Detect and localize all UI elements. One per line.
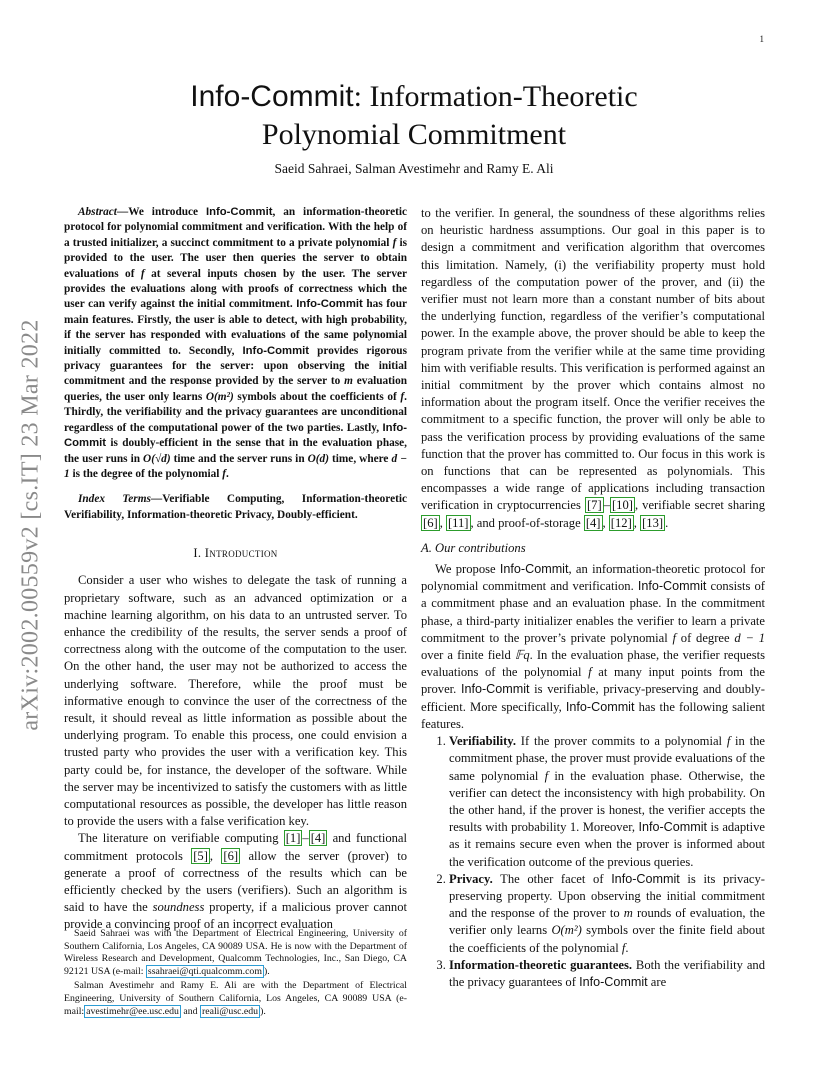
right-column bbox=[421, 205, 765, 991]
system-name: Info-Commit bbox=[242, 344, 310, 357]
math-osqrtd: O(√d) bbox=[143, 452, 171, 465]
abstract-text: is doubly-efficient in the sense that in the evaluation phase, the user runs in bbox=[64, 437, 407, 465]
system-name: Info-Commit bbox=[611, 871, 680, 886]
intro-paragraph-2 bbox=[64, 830, 407, 933]
body-text: allow the server (prover) to generate a proof of correctness of the results which can be efficiently checked by the users (verifiers). Such an algorithm is said to have the bbox=[64, 848, 407, 915]
abstract-text: , an information-theoretic protocol for polynomial commitment and verification. With the help of a trusted initializer, a succinct commitment to a private polynomial bbox=[64, 206, 407, 249]
citation-link[interactable]: [6] bbox=[223, 848, 239, 863]
feature-information-theoretic bbox=[449, 957, 765, 991]
citation-link[interactable]: [11] bbox=[447, 515, 469, 530]
abstract-text: is provided to the user. The user then queries the server to obtain evaluations of bbox=[64, 236, 407, 280]
body-text: over a finite field bbox=[421, 648, 515, 663]
abstract-text: . Thirdly, the verifiability and the privacy guarantees are unconditional regardless of the computational power of the two parties. Lastly, bbox=[64, 390, 407, 434]
section-heading-introduction bbox=[64, 545, 407, 562]
abstract bbox=[64, 205, 407, 482]
math-f: f bbox=[392, 236, 397, 249]
abstract-text: evaluation queries, the user only learns bbox=[64, 375, 407, 403]
author-list: Saeid Sahraei, Salman Avestimehr and Ramy E. Ali bbox=[274, 161, 554, 176]
left-column bbox=[64, 205, 407, 934]
body-text: and functional commitment protocols bbox=[64, 831, 407, 863]
email-link[interactable]: reali@usc.edu bbox=[202, 1005, 259, 1017]
body-text: consists of a commitment phase and an evaluation phase. In the commitment phase, a third-party initializer enables the verifier to learn a private commitment to the prover’s private polynomial bbox=[421, 579, 765, 645]
math-f: f bbox=[726, 734, 731, 749]
footnote-text: ). bbox=[263, 965, 270, 977]
math-m: m bbox=[623, 906, 633, 921]
body-text: , bbox=[633, 515, 641, 530]
section-title: Introduction bbox=[204, 546, 278, 561]
system-name: Info-Commit bbox=[637, 579, 707, 594]
body-text: – bbox=[603, 498, 610, 513]
body-text: property, if a malicious prover cannot provide a convincing proof of an incorrect evaluation bbox=[64, 900, 407, 932]
index-terms-text: —Verifiable Computing, Information-theoretic Verifiability, Information-theoretic Privacy, Doubly-efficient. bbox=[64, 493, 408, 521]
feature-title: Privacy. bbox=[449, 871, 493, 886]
abstract-text: time, where bbox=[328, 452, 392, 465]
body-text: , and proof-of-storage bbox=[470, 515, 584, 530]
body-text: – bbox=[302, 831, 309, 846]
abstract-text: time and the server runs in bbox=[170, 452, 308, 465]
system-name: Info-Commit bbox=[579, 974, 648, 989]
math-m: m bbox=[344, 375, 353, 388]
math-f: f bbox=[672, 630, 677, 645]
section-number: I. bbox=[193, 546, 205, 561]
body-text: , bbox=[439, 515, 446, 530]
body-text: is adaptive as it remains secure even when the prover is informed about the verification outcome of the previous queries. bbox=[449, 820, 765, 869]
math-f: f bbox=[621, 940, 626, 955]
abstract-label: Abstract bbox=[78, 206, 117, 218]
feature-list bbox=[421, 733, 765, 991]
body-text: symbols over the finite field about the coefficients of the polynomial bbox=[449, 923, 765, 955]
abstract-text: symbols about the coefficients of bbox=[233, 390, 401, 403]
email-link[interactable]: ssahraei@qti.qualcomm.com bbox=[147, 965, 262, 977]
body-text: The literature on verifiable computing bbox=[78, 831, 284, 846]
body-text: . In the evaluation phase, the verifier requests evaluations of the polynomial bbox=[421, 648, 765, 680]
abstract-text: . bbox=[226, 467, 229, 480]
body-text: , bbox=[209, 848, 222, 863]
contributions-paragraph bbox=[421, 561, 765, 733]
body-text: , an information-theoretic protocol for polynomial commitment and verification. bbox=[421, 562, 765, 594]
math-od: O(d) bbox=[307, 452, 329, 465]
citation-link[interactable]: [4] bbox=[585, 515, 601, 530]
math-om2: O(m²) bbox=[551, 923, 582, 938]
emphasis-soundness: soundness bbox=[152, 900, 205, 915]
feature-title: Information-theoretic guarantees. bbox=[449, 957, 633, 972]
math-f: f bbox=[588, 665, 592, 680]
right-paragraph-1 bbox=[421, 205, 765, 532]
math-Fq: 𝔽q bbox=[514, 648, 530, 663]
citation-link[interactable]: [5] bbox=[193, 848, 208, 863]
body-text: If the prover commits to a polynomial bbox=[516, 734, 727, 749]
body-text: in the evaluation phase. Otherwise, the verifier can detect the inconsistency with high probability. On the other hand, if the prover is honest, the verifier accepts the results with probability 1. Moreover, bbox=[449, 768, 765, 835]
footnote bbox=[64, 928, 407, 1018]
system-name: Info-Commit bbox=[205, 206, 273, 218]
system-name: Info-Commit bbox=[565, 699, 635, 714]
title-line2: Polynomial Commitment bbox=[261, 118, 567, 151]
feature-verifiability bbox=[449, 733, 765, 871]
body-text: of degree bbox=[676, 630, 735, 645]
abstract-text: provides rigorous privacy guarantees for the server: upon observing the initial commitment and the response provided by the server to bbox=[64, 344, 407, 388]
arxiv-stamp bbox=[8, 295, 53, 755]
body-text: has the following salient features. bbox=[421, 699, 766, 731]
abstract-text: at several inputs chosen by the user. The server provides the evaluations along with proofs of correctness which the user can verify against the initial commitment. bbox=[64, 267, 407, 311]
footnote-text: Salman Avestimehr and Ramy E. Ali are with the Department of Electrical Engineering, University of Southern California, Los Angeles, CA 90089 USA (e-mail: bbox=[64, 980, 407, 1017]
citation-link[interactable]: [7] bbox=[586, 498, 602, 513]
body-text: Both the verifiability and the privacy guarantees of bbox=[449, 957, 766, 989]
footnote-text: ). bbox=[260, 1005, 266, 1017]
citation-link[interactable]: [12] bbox=[610, 515, 632, 530]
intro-paragraph-1: Consider a user who wishes to delegate the task of running a proprietary software, such as an advanced optimization or a machine learning algorithm, on his data to an untrusted server. To enhance the credibility of the results, the server sends a proof of correctness along with the outcome of the computation to the user. On the other hand, the user may not be authorized to access the underlying software. Therefore, while the proof must be informative enough to convince the user of the correctness of the result, it should reveal as little information as possible about the underlying program. To enable this process, one could envision a trusted party who provides the user with a verification key. This party could be, for instance, the developer of the software. While the server may be incentivized to satisfy the customers with as little computational resources as possible, the developer has little reason to provide the users with a false verification key. bbox=[64, 573, 407, 829]
title-system-name: Info-Commit bbox=[190, 80, 354, 113]
math-dminus1: d − 1 bbox=[734, 630, 766, 645]
math-dminus1: d − 1 bbox=[64, 452, 407, 480]
system-name: Info-Commit bbox=[638, 820, 708, 835]
citation-link[interactable]: [4] bbox=[310, 831, 326, 846]
paper-title bbox=[60, 78, 768, 154]
system-name: Info-Commit bbox=[296, 298, 363, 311]
footnote-affiliation-1 bbox=[64, 928, 407, 978]
body-text: , verifiable secret sharing bbox=[634, 498, 766, 513]
feature-privacy bbox=[449, 871, 765, 957]
body-text: rounds of evaluation, the verifier only learns bbox=[449, 906, 765, 938]
math-f: f bbox=[400, 390, 405, 403]
body-text: in the commitment phase, the prover must provide evaluations of the same polynomial bbox=[449, 734, 765, 783]
abstract-text: —We introduce bbox=[116, 206, 206, 218]
citation-link[interactable]: [6] bbox=[423, 515, 438, 530]
email-link[interactable]: avestimehr@ee.usc.edu bbox=[86, 1005, 179, 1017]
footnote-text: and bbox=[180, 1005, 200, 1017]
subsection-heading: A. Our contributions bbox=[421, 540, 526, 555]
index-terms bbox=[64, 492, 407, 523]
body-text: . bbox=[665, 515, 669, 530]
body-text: is its privacy-preserving property. Upon observing the initial commitment and the response of the prover to bbox=[449, 871, 765, 921]
feature-title: Verifiability. bbox=[449, 734, 517, 749]
index-terms-label: Index Terms bbox=[78, 493, 151, 506]
body-text: are bbox=[647, 974, 667, 989]
citation-link[interactable]: [10] bbox=[611, 498, 633, 513]
math-f: f bbox=[544, 768, 549, 783]
math-om2: O(m²) bbox=[205, 390, 234, 403]
arxiv-stamp-text: arXiv:2002.00559v2 [cs.IT] 23 Mar 2022 bbox=[17, 319, 43, 731]
footnote-text: Saeid Sahraei was with the Department of Electrical Engineering, University of Southern California, Los Angeles, CA 90089 USA. He is now with the Department of Wireless Research and Development, Qualcomm Technologies, Inc., San Diego, CA 92121 USA (e-mail: bbox=[64, 928, 407, 977]
math-f: f bbox=[140, 267, 145, 280]
abstract-text: has four main features. Firstly, the user is able to detect, with high probability, if the server has responded with evaluations of the same polynomial initially committed to. Secondly, bbox=[64, 298, 408, 357]
page-number: 1 bbox=[759, 34, 764, 44]
body-text: , bbox=[602, 515, 609, 530]
citation-link[interactable]: [13] bbox=[642, 515, 664, 530]
body-text: We propose bbox=[435, 562, 500, 577]
body-text: . bbox=[625, 940, 629, 955]
title-line1: : Information-Theoretic bbox=[353, 80, 638, 113]
system-name: Info-Commit bbox=[499, 562, 569, 577]
body-text: The other facet of bbox=[492, 871, 612, 886]
body-text: is verifiable, privacy-preserving and doubly-efficient. More specifically, bbox=[421, 682, 765, 714]
system-name: Info-Commit bbox=[64, 421, 407, 450]
abstract-text: is the degree of the polynomial bbox=[69, 467, 223, 480]
citation-link[interactable]: [1] bbox=[285, 831, 301, 846]
footnote-affiliation-2 bbox=[64, 980, 407, 1018]
body-text: to the verifier. In general, the soundness of these algorithms relies on heuristic hardness assumptions. Our goal in this paper is to design a commitment and verification algorithm that overcomes this limitation. Namely, (i) the verifiability property must hold regardless of the computation power of the prover, and (ii) the verifier must not learn more than a constant number of bits about the underlying function, regardless of the verifier’s computational power. In the example above, the prover should be able to keep the program private from the verifier while at the same time providing him with verifiable results. This verification is performed against an initial commitment by the prover which contains almost no information about the program itself. Once the verifier receives the commitment to a specific function, the prover will only be able to pass the verification process by providing evaluations of the same function that the prover has committed to. Our focus in this work is on functions that can be represented as polynomials. This encompasses a wide range of applications including transaction verification in cryptocurrencies bbox=[421, 206, 765, 513]
body-text: at many input points from the prover. bbox=[421, 665, 765, 697]
system-name: Info-Commit bbox=[460, 682, 530, 697]
math-f: f bbox=[222, 467, 227, 480]
